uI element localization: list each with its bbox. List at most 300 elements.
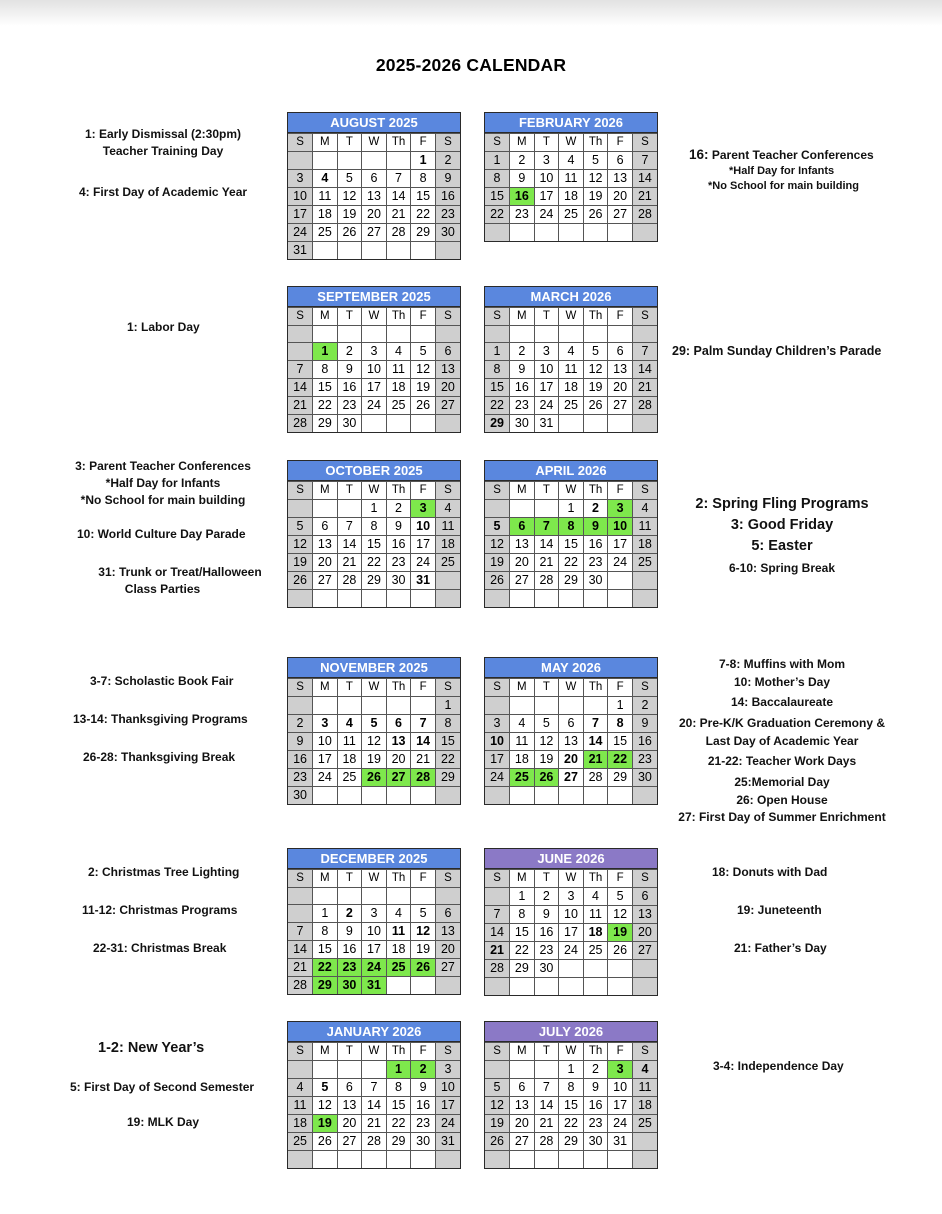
empty-cell — [559, 590, 584, 607]
day-cell: 13 — [559, 733, 584, 751]
day-cell: 14 — [288, 379, 313, 397]
empty-cell — [435, 242, 460, 260]
day-cell: 5 — [534, 715, 559, 733]
day-cell: 16 — [411, 1097, 436, 1115]
note-nov-3: 3-7: Scholastic Book Fair — [90, 674, 234, 688]
week-row — [288, 888, 460, 905]
day-cell: 20 — [337, 1115, 362, 1133]
empty-cell — [608, 978, 633, 995]
weekday-label: F — [608, 482, 633, 500]
empty-cell — [583, 590, 608, 607]
weekday-label: T — [337, 134, 362, 152]
week-row — [485, 379, 657, 397]
empty-cell — [337, 590, 362, 607]
day-cell: 14 — [583, 733, 608, 751]
week-row — [288, 590, 460, 607]
week-row — [485, 554, 657, 572]
weekday-label: W — [362, 679, 387, 697]
weekday-label: T — [534, 1043, 559, 1061]
day-cell: 13 — [608, 361, 633, 379]
empty-cell — [288, 152, 313, 170]
day-cell: 18 — [288, 1115, 313, 1133]
day-cell: 16 — [632, 733, 657, 751]
day-cell: 25 — [337, 769, 362, 787]
empty-cell — [386, 888, 411, 905]
empty-cell — [386, 242, 411, 260]
day-cell: 23 — [510, 206, 535, 224]
day-cell: 2 — [435, 152, 460, 170]
day-cell: 17 — [608, 1097, 633, 1115]
weekday-label: T — [534, 870, 559, 888]
day-cell: 1 — [362, 500, 387, 518]
day-cell: 7 — [485, 906, 510, 924]
note-jan-19: 19: MLK Day — [127, 1115, 200, 1129]
note-may-7: 7-8: Muffins with Mom — [719, 657, 845, 671]
day-cell: 23 — [288, 769, 313, 787]
week-row — [288, 941, 460, 959]
day-cell: 5 — [485, 1079, 510, 1097]
day-cell: 27 — [337, 1133, 362, 1151]
empty-cell — [583, 224, 608, 241]
empty-cell — [510, 697, 535, 715]
empty-cell — [608, 572, 633, 590]
day-cell: 23 — [337, 397, 362, 415]
day-cell: 21 — [288, 397, 313, 415]
day-cell: 11 — [559, 361, 584, 379]
day-cell: 11 — [632, 518, 657, 536]
day-cell: 30 — [583, 572, 608, 590]
empty-cell — [337, 152, 362, 170]
weekday-label: F — [411, 679, 436, 697]
empty-cell — [337, 697, 362, 715]
empty-cell — [559, 415, 584, 433]
empty-cell — [411, 590, 436, 607]
empty-cell — [485, 1061, 510, 1079]
day-cell: 9 — [288, 733, 313, 751]
day-cell: 14 — [632, 361, 657, 379]
day-cell: 25 — [559, 397, 584, 415]
day-cell: 12 — [288, 536, 313, 554]
day-cell: 21 — [583, 751, 608, 769]
day-cell: 10 — [559, 906, 584, 924]
day-cell: 7 — [534, 1079, 559, 1097]
empty-cell — [510, 326, 535, 343]
empty-cell — [534, 326, 559, 343]
day-cell: 23 — [583, 554, 608, 572]
day-cell: 27 — [362, 224, 387, 242]
weekday-label: S — [288, 1043, 313, 1061]
week-row — [288, 343, 460, 361]
empty-cell — [632, 960, 657, 978]
day-cell: 3 — [362, 343, 387, 361]
note-sep-1: 1: Labor Day — [127, 320, 200, 334]
day-cell: 20 — [559, 751, 584, 769]
empty-cell — [534, 500, 559, 518]
empty-cell — [313, 697, 338, 715]
day-cell: 21 — [632, 188, 657, 206]
month-header: AUGUST 2025 — [288, 113, 460, 133]
empty-cell — [313, 1061, 338, 1079]
empty-cell — [435, 572, 460, 590]
day-cell: 19 — [485, 1115, 510, 1133]
week-row — [485, 960, 657, 978]
empty-cell — [608, 224, 633, 241]
day-cell: 5 — [288, 518, 313, 536]
empty-cell — [337, 787, 362, 805]
day-cell: 18 — [559, 188, 584, 206]
day-cell: 27 — [632, 942, 657, 960]
week-row — [288, 1151, 460, 1168]
empty-cell — [632, 224, 657, 241]
empty-cell — [485, 697, 510, 715]
empty-cell — [485, 224, 510, 241]
day-cell: 20 — [510, 1115, 535, 1133]
note-oct-3 — [60, 458, 266, 509]
empty-cell — [288, 326, 313, 343]
week-row — [485, 1079, 657, 1097]
week-row — [485, 170, 657, 188]
day-cell: 26 — [362, 769, 387, 787]
weekday-label: S — [288, 308, 313, 326]
day-cell: 24 — [362, 959, 387, 977]
day-cell: 24 — [313, 769, 338, 787]
weekday-label: S — [485, 679, 510, 697]
day-cell: 12 — [313, 1097, 338, 1115]
weekday-label: S — [485, 134, 510, 152]
month-header: NOVEMBER 2025 — [288, 658, 460, 678]
weekday-label: Th — [583, 1043, 608, 1061]
day-cell: 2 — [510, 152, 535, 170]
day-cell: 25 — [583, 942, 608, 960]
day-cell: 3 — [435, 1061, 460, 1079]
month-header: JANUARY 2026 — [288, 1022, 460, 1042]
weekday-label: S — [435, 679, 460, 697]
day-cell: 5 — [337, 170, 362, 188]
weekday-label: S — [632, 482, 657, 500]
day-cell: 17 — [435, 1097, 460, 1115]
week-row — [485, 906, 657, 924]
note-feb-16-noschool: *No School for main building — [708, 180, 859, 192]
day-cell: 10 — [362, 923, 387, 941]
calendar-february-2026 — [484, 112, 658, 242]
day-cell: 14 — [485, 924, 510, 942]
note-aug-1-line1: 1: Early Dismissal (2:30pm) — [84, 127, 242, 141]
empty-cell — [313, 152, 338, 170]
day-cell: 15 — [485, 379, 510, 397]
day-cell: 17 — [411, 536, 436, 554]
weekday-label: S — [632, 1043, 657, 1061]
day-cell: 23 — [337, 959, 362, 977]
note-feb-16-infants: *Half Day for Infants — [729, 165, 835, 177]
day-cell: 1 — [559, 1061, 584, 1079]
month-grid — [485, 678, 657, 804]
day-cell: 17 — [313, 751, 338, 769]
day-cell: 30 — [411, 1133, 436, 1151]
day-cell: 19 — [583, 188, 608, 206]
week-row — [485, 697, 657, 715]
empty-cell — [288, 1151, 313, 1168]
day-cell: 18 — [313, 206, 338, 224]
week-row — [485, 500, 657, 518]
day-cell: 13 — [435, 923, 460, 941]
weekday-label: W — [559, 679, 584, 697]
day-cell: 4 — [583, 888, 608, 906]
day-cell: 23 — [510, 397, 535, 415]
week-row — [485, 206, 657, 224]
week-row — [288, 905, 460, 923]
week-row — [288, 1115, 460, 1133]
note-oct-31-line2: Class Parties — [124, 582, 201, 596]
calendar-october-2025 — [287, 460, 461, 608]
day-cell: 13 — [313, 536, 338, 554]
weekday-label: Th — [386, 679, 411, 697]
day-cell: 18 — [632, 1097, 657, 1115]
empty-cell — [411, 242, 436, 260]
day-cell: 11 — [337, 733, 362, 751]
empty-cell — [534, 590, 559, 607]
empty-cell — [288, 343, 313, 361]
day-cell: 1 — [313, 905, 338, 923]
day-cell: 1 — [411, 152, 436, 170]
day-cell: 21 — [288, 959, 313, 977]
day-cell: 19 — [288, 554, 313, 572]
week-row — [485, 1133, 657, 1151]
note-dec-22: 22-31: Christmas Break — [93, 941, 227, 955]
day-cell: 20 — [362, 206, 387, 224]
day-cell: 28 — [583, 769, 608, 787]
day-cell: 2 — [386, 500, 411, 518]
day-cell: 27 — [435, 959, 460, 977]
weekday-label: F — [608, 1043, 633, 1061]
empty-cell — [288, 697, 313, 715]
month-header: FEBRUARY 2026 — [485, 113, 657, 133]
day-cell: 20 — [608, 379, 633, 397]
day-cell: 23 — [411, 1115, 436, 1133]
weekday-label: Th — [583, 679, 608, 697]
day-cell: 19 — [485, 554, 510, 572]
day-cell: 6 — [632, 888, 657, 906]
day-cell: 27 — [608, 206, 633, 224]
empty-cell — [337, 1061, 362, 1079]
empty-cell — [485, 500, 510, 518]
day-cell: 22 — [386, 1115, 411, 1133]
day-cell: 26 — [337, 224, 362, 242]
weekday-label: M — [313, 870, 338, 888]
day-cell: 9 — [583, 1079, 608, 1097]
day-cell: 1 — [510, 888, 535, 906]
weekday-label: T — [534, 134, 559, 152]
week-row — [288, 554, 460, 572]
week-row — [288, 787, 460, 805]
calendar-april-2026 — [484, 460, 658, 608]
day-cell: 21 — [386, 206, 411, 224]
week-row — [288, 536, 460, 554]
day-cell: 29 — [485, 415, 510, 433]
day-cell: 15 — [411, 188, 436, 206]
day-cell: 9 — [534, 906, 559, 924]
day-cell: 4 — [559, 152, 584, 170]
day-cell: 12 — [337, 188, 362, 206]
day-cell: 25 — [386, 959, 411, 977]
day-cell: 30 — [510, 415, 535, 433]
empty-cell — [608, 787, 633, 804]
day-cell: 6 — [435, 343, 460, 361]
week-row — [485, 751, 657, 769]
empty-cell — [386, 415, 411, 433]
note-feb-16-num: 16: — [689, 147, 709, 162]
day-cell: 4 — [510, 715, 535, 733]
empty-cell — [362, 888, 387, 905]
note-aug-4: 4: First Day of Academic Year — [79, 185, 248, 199]
note-may-20: 20: Pre-K/K Graduation Ceremony & — [678, 716, 886, 730]
day-cell: 2 — [583, 1061, 608, 1079]
empty-cell — [362, 1061, 387, 1079]
day-cell: 13 — [510, 1097, 535, 1115]
empty-cell — [386, 787, 411, 805]
week-row — [288, 397, 460, 415]
day-cell: 15 — [608, 733, 633, 751]
day-cell: 16 — [510, 188, 535, 206]
day-cell: 3 — [559, 888, 584, 906]
day-cell: 26 — [534, 769, 559, 787]
day-cell: 29 — [435, 769, 460, 787]
empty-cell — [485, 888, 510, 906]
note-oct-3-line2: *Half Day for Infants — [105, 476, 221, 490]
day-cell: 17 — [362, 379, 387, 397]
week-row — [485, 188, 657, 206]
empty-cell — [362, 242, 387, 260]
day-cell: 19 — [411, 379, 436, 397]
weekday-label: Th — [386, 134, 411, 152]
day-cell: 17 — [559, 924, 584, 942]
day-cell: 26 — [288, 572, 313, 590]
day-cell: 24 — [608, 1115, 633, 1133]
week-row — [485, 924, 657, 942]
empty-cell — [386, 152, 411, 170]
weekday-label: S — [288, 482, 313, 500]
note-jun-18: 18: Donuts with Dad — [712, 865, 828, 879]
day-cell: 29 — [313, 977, 338, 995]
day-cell: 10 — [288, 188, 313, 206]
note-dec-2: 2: Christmas Tree Lighting — [88, 865, 240, 879]
empty-cell — [510, 224, 535, 241]
month-grid — [288, 307, 460, 432]
weekday-label: F — [608, 308, 633, 326]
weekday-label: W — [362, 1043, 387, 1061]
empty-cell — [362, 326, 387, 343]
note-feb-16-text: Parent Teacher Conferences — [711, 148, 874, 162]
note-oct-31-line1: 31: Trunk or Treat/Halloween — [98, 565, 262, 579]
day-cell: 7 — [386, 170, 411, 188]
day-cell: 11 — [386, 361, 411, 379]
day-cell: 10 — [534, 170, 559, 188]
empty-cell — [313, 590, 338, 607]
weekday-label: W — [362, 308, 387, 326]
week-row — [485, 733, 657, 751]
day-cell: 28 — [485, 960, 510, 978]
day-cell: 6 — [510, 518, 535, 536]
empty-cell — [386, 977, 411, 995]
day-cell: 7 — [362, 1079, 387, 1097]
day-cell: 19 — [337, 206, 362, 224]
day-cell: 17 — [608, 536, 633, 554]
day-cell: 18 — [337, 751, 362, 769]
weekday-label: M — [313, 1043, 338, 1061]
day-cell: 5 — [411, 905, 436, 923]
weekday-label: W — [559, 870, 584, 888]
week-row — [485, 415, 657, 433]
note-oct-3-line1: 3: Parent Teacher Conferences — [75, 459, 251, 473]
weekday-label: T — [337, 308, 362, 326]
day-cell: 9 — [386, 518, 411, 536]
empty-cell — [510, 590, 535, 607]
month-header: DECEMBER 2025 — [288, 849, 460, 869]
day-cell: 3 — [608, 500, 633, 518]
day-cell: 18 — [559, 379, 584, 397]
empty-cell — [485, 787, 510, 804]
day-cell: 16 — [583, 1097, 608, 1115]
day-cell: 21 — [485, 942, 510, 960]
empty-cell — [386, 590, 411, 607]
weekday-label: F — [411, 134, 436, 152]
day-cell: 27 — [386, 769, 411, 787]
week-row — [485, 590, 657, 607]
week-row — [288, 1061, 460, 1079]
day-cell: 9 — [337, 361, 362, 379]
week-row — [485, 224, 657, 241]
weekday-label: M — [510, 482, 535, 500]
empty-cell — [632, 787, 657, 804]
day-cell: 1 — [313, 343, 338, 361]
day-cell: 8 — [411, 170, 436, 188]
day-cell: 17 — [534, 379, 559, 397]
note-may-27: 27: First Day of Summer Enrichment — [678, 810, 886, 824]
weekday-label: Th — [386, 308, 411, 326]
note-aug-1-line2: Teacher Training Day — [102, 144, 224, 158]
day-cell: 28 — [534, 1133, 559, 1151]
weekday-label: S — [288, 870, 313, 888]
day-cell: 16 — [510, 379, 535, 397]
day-cell: 8 — [313, 361, 338, 379]
week-row — [288, 715, 460, 733]
day-cell: 6 — [386, 715, 411, 733]
day-cell: 29 — [510, 960, 535, 978]
day-cell: 30 — [632, 769, 657, 787]
empty-cell — [411, 697, 436, 715]
day-cell: 15 — [510, 924, 535, 942]
weekday-label: T — [534, 679, 559, 697]
week-row — [288, 977, 460, 995]
note-apr-3: 3: Good Friday — [730, 517, 834, 533]
empty-cell — [386, 697, 411, 715]
day-cell: 29 — [559, 1133, 584, 1151]
day-cell: 6 — [362, 170, 387, 188]
day-cell: 14 — [386, 188, 411, 206]
day-cell: 6 — [337, 1079, 362, 1097]
day-cell: 11 — [510, 733, 535, 751]
note-may-25: 25:Memorial Day — [734, 775, 830, 789]
empty-cell — [608, 326, 633, 343]
empty-cell — [411, 787, 436, 805]
day-cell: 29 — [362, 572, 387, 590]
day-cell: 8 — [559, 518, 584, 536]
empty-cell — [632, 978, 657, 995]
day-cell: 29 — [559, 572, 584, 590]
day-cell: 15 — [435, 733, 460, 751]
weekday-label: Th — [386, 482, 411, 500]
day-cell: 25 — [435, 554, 460, 572]
day-cell: 5 — [362, 715, 387, 733]
